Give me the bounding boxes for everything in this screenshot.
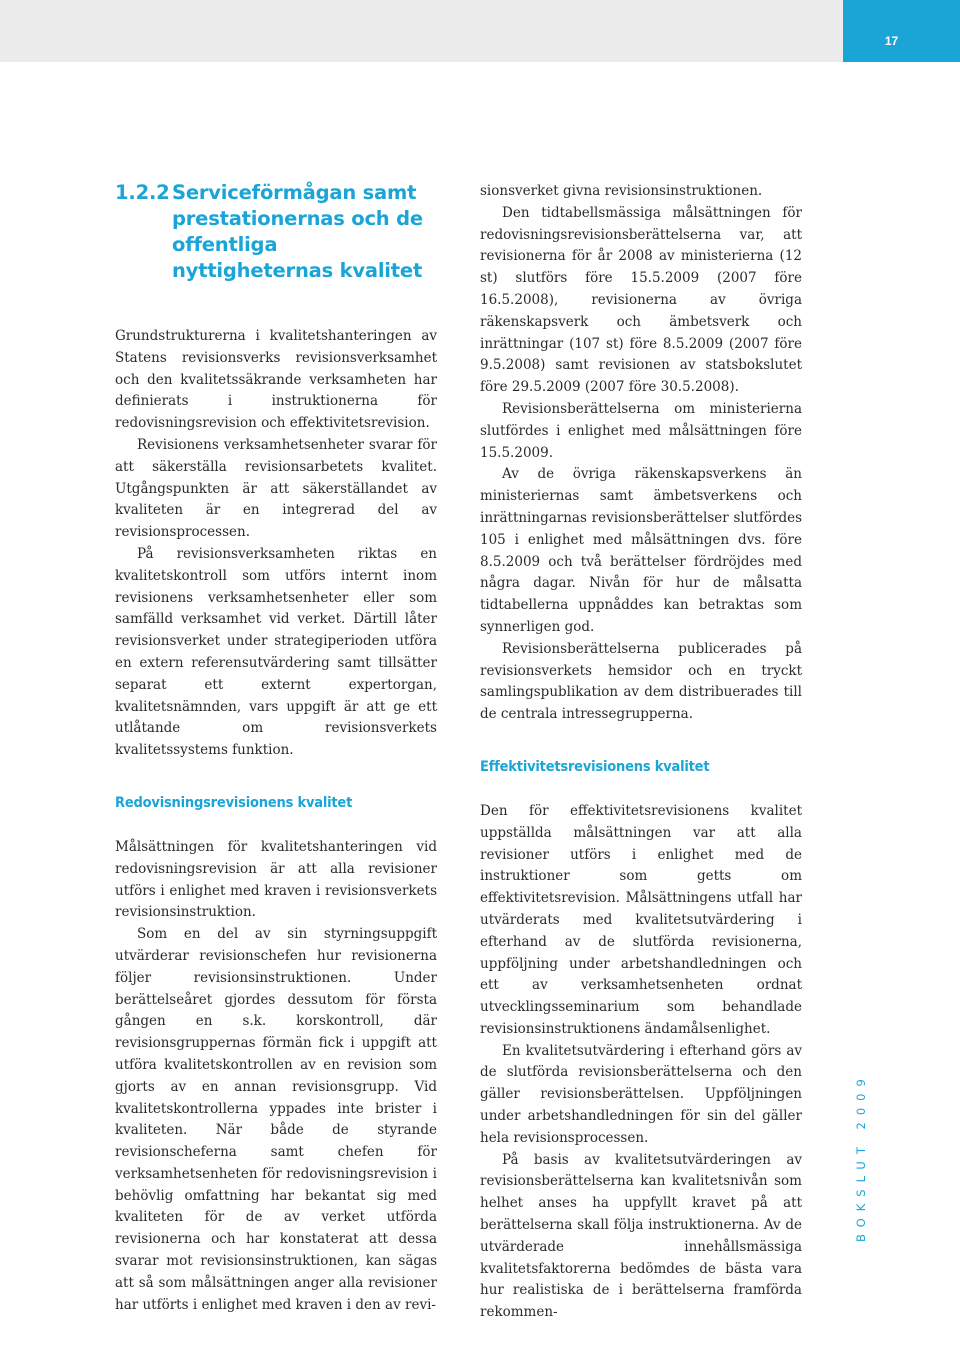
page-number: 17 xyxy=(884,34,899,48)
paragraph: En kvalitetsutvärdering i efterhand görs av de slutförda revisionsberättelserna och den gäller revisionsberättelsen. Uppföljningen under arbetshandledningen för sin del gäller hela revisionsprocessen. xyxy=(480,1042,802,1146)
paragraph: Revisionsberättelserna om ministerierna slutfördes i enlighet med målsättningen före 15.5.2009. xyxy=(480,400,802,461)
right-column xyxy=(480,181,802,1324)
section-title: Serviceförmågan samt prestationernas och de offentliga nyttigheternas kvalitet xyxy=(172,181,423,282)
section-heading xyxy=(115,180,437,284)
subheading-effektivitet: Effektivitetsrevisionens kvalitet xyxy=(480,758,710,775)
sidebar-label: BOKSLUT 2009 xyxy=(854,1072,868,1242)
paragraph: Den för effektivitetsrevisionens kvalitet uppställda målsättningen var att alla revisioner utförs i enlighet med de instruktioner som getts om effektivitetsrevision. Målsättningens utfall har utvärderats med kvalitetsutvärdering i efterhand av de slutförda revisionerna, uppföljning under arbetshandledningen och ett av verksamhetsenheten ordnat utvecklingsseminarium som behandlade revisionsinstruktionens ändamålsenlighet. xyxy=(480,802,802,1037)
paragraph: Av de övriga räkenskapsverkens än ministeriernas samt ämbetsverkens och inrättningarnas revisionsberättelser slutfördes 105 i enlighet med målsättningen dvs. före 8.5.2009 och två berättelser fördröjdes med några dagar. Nivån för hur de målsatta tidtabellerna uppnåddes kan betraktas som synnerligen god. xyxy=(480,466,802,635)
paragraph: På revisionsverksamheten riktas en kvalitetskontroll som utförs internt inom revisionens verksamhetsenheter eller som samfälld verksamhet vid verket. Därtill låter revisionsverket under strategiperioden utföra en extern referensutvärdering samt tillsätter separat ett externt expertorgan, kvalitetsnämnden, vars uppgift är att ge ett utlåtande om revisionsverkets kvalitetssystems funktion. xyxy=(115,545,437,759)
paragraph: Revisionens verksamhetsenheter svarar för att säkerställa revisionsarbetets kvalitet. Utgångspunkten är att säkerställandet av kvaliteten är en integrerad del av revisionsprocessen. xyxy=(115,436,437,541)
left-column xyxy=(115,180,437,1316)
top-band xyxy=(0,0,843,62)
paragraph: Den tidtabellsmässiga målsättningen för redovisningsrevisionsberättelserna var, att revisionerna för år 2008 av ministeriernа (12 st) slutförs före 15.5.2009 (2007 före 16.5.2008), revisionerna av övriga räkenskapsverk och ämbetsverk och inrättningar (107 st) före 8.5.2009 (2007 före 9.5.2008) samt revisionen av statsbokslutet före 29.5.2009 (2007 före 30.5.2008). xyxy=(480,204,802,396)
paragraph: Revisionsberättelserna publicerades på revisionsverkets hemsidor och en tryckt samlingspublikation av dem distribuerades till de centrala intressegrupperna. xyxy=(480,640,802,723)
subheading-redovisning: Redovisningsrevisionens kvalitet xyxy=(115,794,353,811)
section-number: 1.2.2 xyxy=(115,181,170,204)
paragraph: Som en del av sin styrningsuppgift utvärderar revisionschefen hur revisionerna följer revisionsinstruktionen. Under berättelseåret gjordes dessutom för första gången en s.k. korskontroll, där revisionsgruppernas förmän fick i uppgift att utföra kvalitetskontrollen av en revision som gjorts av en annan revisionsgrupp. Vid kvalitetskontrollerna yppades inte brister i kvaliteten. När både de styrande revisionscheferna samt chefen för verksamhetsenheten för redovisningsrevision i behövlig omfattning har bekantat sig med kvaliteten för de av verket utförda revisionerna och har konstaterat att dessa svarar mot revisionsinstruktionen, kan sägas att så som målsättningen anger alla revisioner har utförts i enlighet med kraven i den av revi- xyxy=(115,926,437,1313)
paragraph: Grundstrukturerna i kvalitetshanteringen av Statens revisionsverks revisionsverksamhet och den kvalitetssäkrande verksamheten har definierats i instruktionerna för redovisningsrevision och effektivitetsrevision. xyxy=(115,328,437,432)
paragraph: På basis av kvalitetsutvärderingen av revisionsberättelserna kan kvalitetsnivån som helhet anses ha uppfyllt kravet på att berättelserna skall följa instruktionerna. Av de utvärderade innehållsmässiga kvalitetsfaktorerna bedömdes de bästa vara hur realistiska de i berättelserna framförda rekommen- xyxy=(480,1151,802,1321)
paragraph: sionsverket givna revisionsinstruktionen. xyxy=(480,183,763,199)
paragraph: Målsättningen för kvalitetshanteringen vid redovisningsrevision är att alla revisioner utförs i enlighet med kraven i revisionsverkets revisionsinstruktion. xyxy=(115,838,437,921)
page-number-box xyxy=(843,0,960,62)
